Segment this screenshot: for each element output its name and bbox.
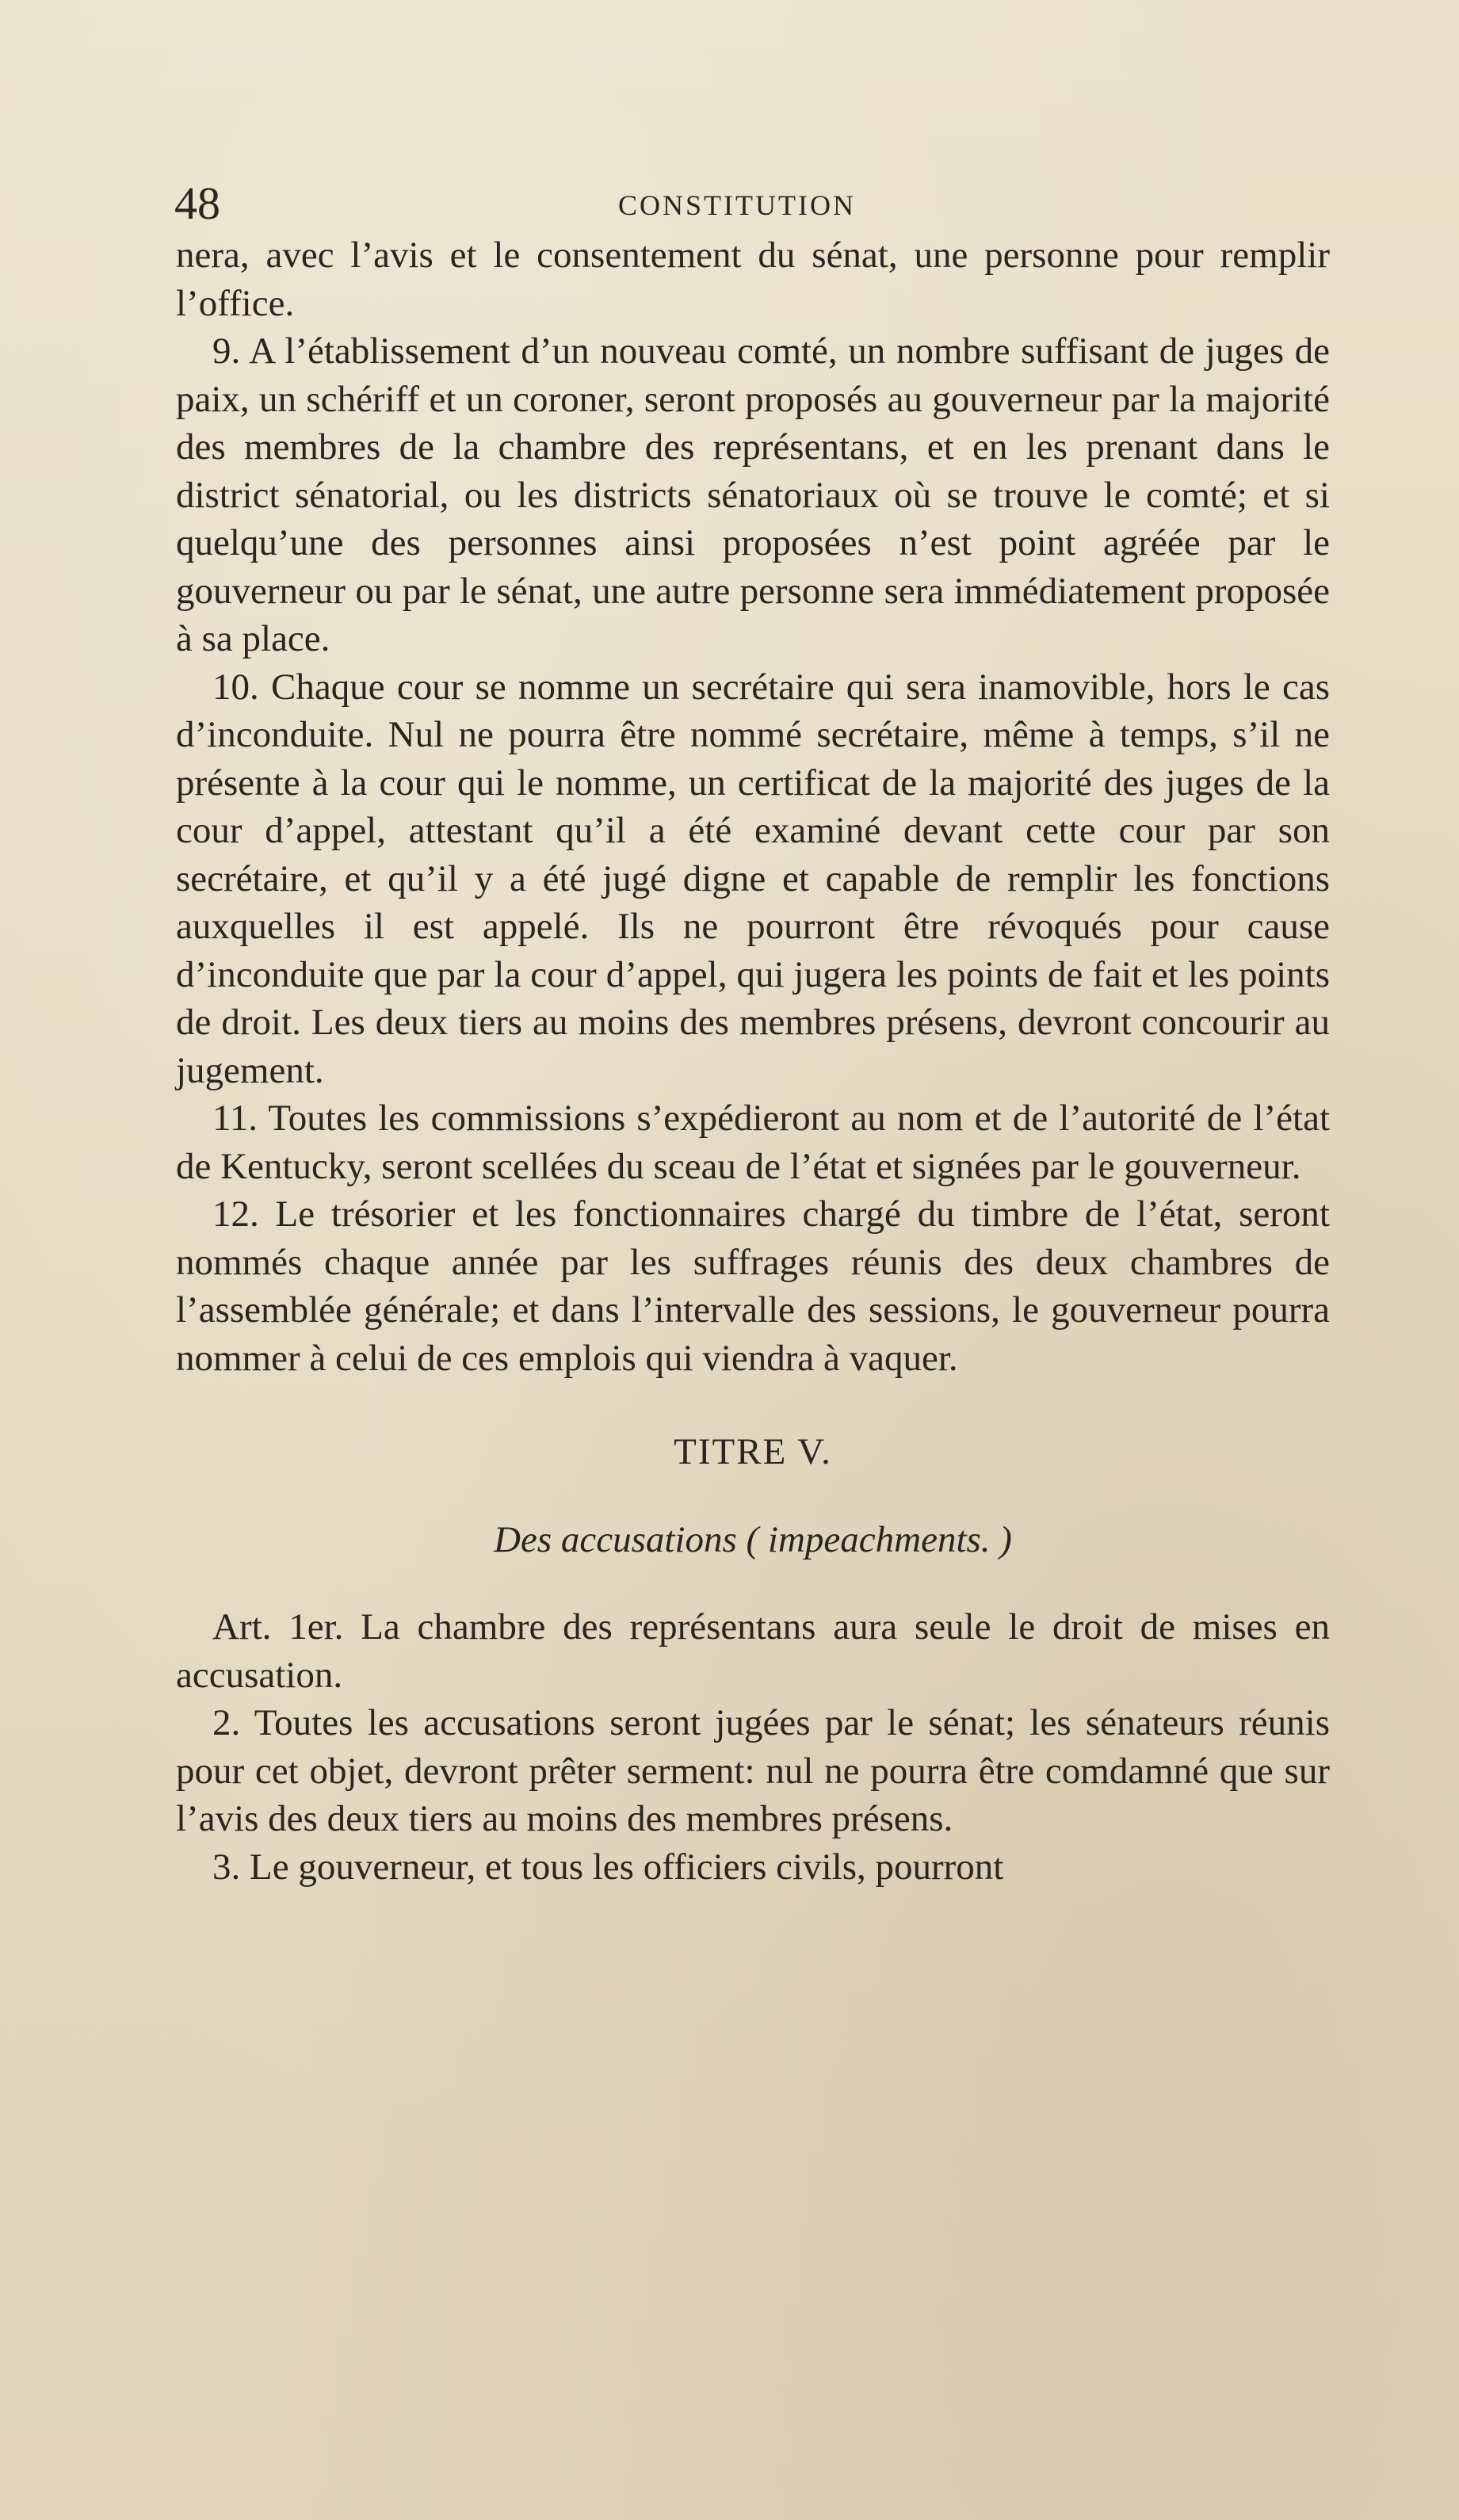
page-number: 48	[174, 178, 220, 229]
body-text	[176, 231, 1330, 1891]
paragraph-section-article-1: Art. 1er. La chambre des représentans aura seule le droit de mises en accusation.	[176, 1606, 1330, 1696]
paragraph-article-9: 9. A l’établissement d’un nouveau comté, un nombre suffisant de juges de paix, un schériff et un coroner, seront proposés au gouverneur par la majorité des membres de la chambre des représentans, et en les prenant dans le district sénatorial, ou les districts sénatoriaux où se trouve le comté; et si quelqu’une des personnes ainsi proposées n’est point agréée par le gouverneur ou par le sénat, une autre personne sera immédiatement proposée à sa place.	[176, 330, 1330, 659]
running-head: CONSTITUTION	[618, 189, 856, 221]
paragraph-section-article-2: 2. Toutes les accusations seront jugées par le sénat; les sénateurs réunis pour cet objet, devront prêter serment: nul ne pourra être comdamné que sur l’avis des deux tiers au moins des membres présens.	[176, 1702, 1330, 1839]
paragraph-article-10: 10. Chaque cour se nomme un secrétaire qui sera inamovible, hors le cas d’inconduite. Nul ne pourra être nommé secrétaire, même à temps, s’il ne présente à la cour qui le nomme, un certificat de la majorité des juges de la cour d’appel, attestant qu’il a été examiné devant cette cour par son secrétaire, et qu’il y a été jugé digne et capable de remplir les fonctions auxquelles il est appelé. Ils ne pourront être révoqués pour cause d’inconduite que par la cour d’appel, qui jugera les points de fait et les points de droit. Les deux tiers au moins des membres présens, devront concourir au jugement.	[176, 666, 1330, 1091]
page-header	[174, 176, 1331, 231]
section-subtitle: Des accusations ( impeachments. )	[494, 1518, 1012, 1560]
section-title: TITRE V.	[674, 1431, 832, 1472]
paragraph-continuation: nera, avec l’avis et le consentement du sénat, une personne pour remplir l’office.	[176, 235, 1330, 324]
paragraph-article-11: 11. Toutes les commissions s’expédieront au nom et de l’autorité de l’état de Kentucky, seront scellées du sceau de l’état et signées par le gouverneur.	[176, 1098, 1330, 1187]
paragraph-article-12: 12. Le trésorier et les fonctionnaires chargé du timbre de l’état, seront nommés chaque année par les suffrages réunis des deux chambres de l’assemblée générale; et dans l’intervalle des sessions, le gouverneur pourra nommer à celui de ces emplois qui viendra à vaquer.	[176, 1193, 1330, 1379]
paragraph-section-article-3: 3. Le gouverneur, et tous les officiers civils, pourront	[212, 1846, 1004, 1888]
